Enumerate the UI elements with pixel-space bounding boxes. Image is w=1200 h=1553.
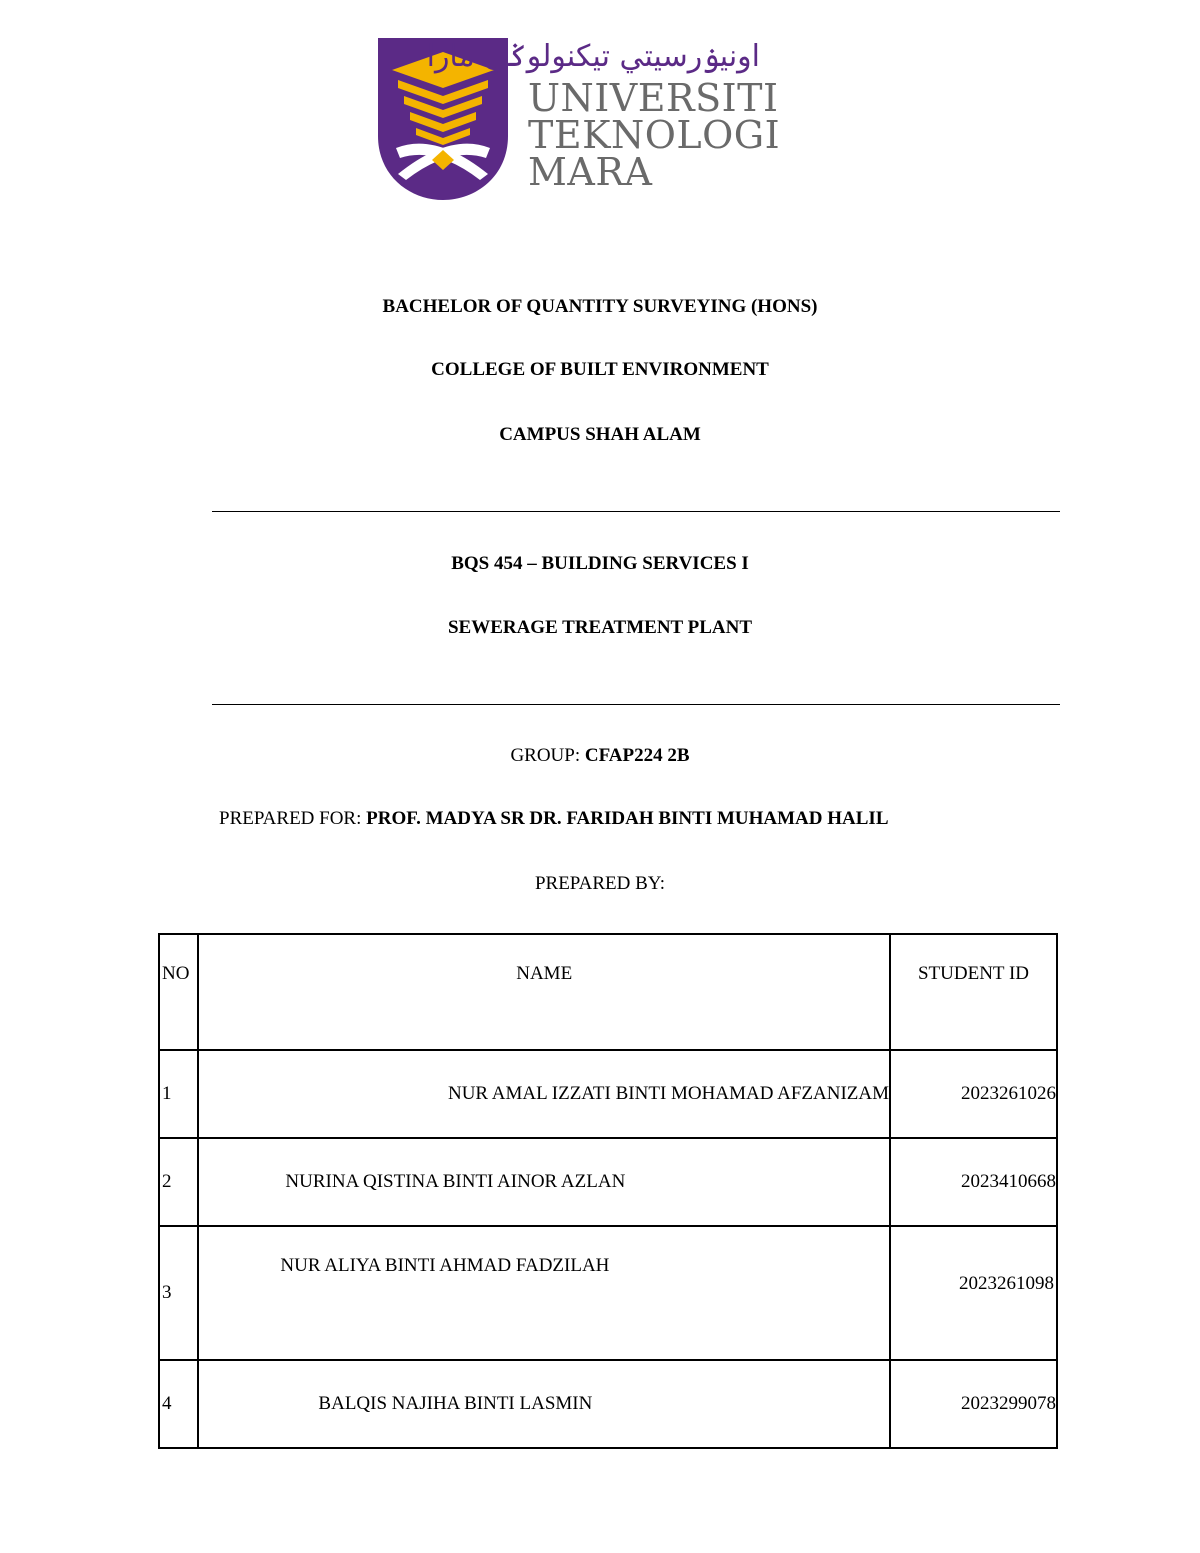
college-title: COLLEGE OF BUILT ENVIRONMENT — [431, 359, 769, 380]
prepared-for-label: PREPARED FOR: — [219, 808, 367, 829]
campus-title: CAMPUS SHAH ALAM — [499, 424, 701, 445]
row-no: 3 — [159, 1226, 198, 1360]
course-code-title: BQS 454 – BUILDING SERVICES I — [451, 553, 749, 574]
row-name: NUR ALIYA BINTI AHMAD FADZILAH — [198, 1226, 890, 1360]
table-row — [159, 1226, 1057, 1360]
row-student-id: 2023299078 — [890, 1360, 1057, 1448]
group-label: GROUP: — [510, 745, 585, 766]
row-no: 1 — [159, 1050, 198, 1138]
row-name: NURINA QISTINA BINTI AINOR AZLAN — [198, 1138, 890, 1226]
logo-wordmark — [528, 76, 781, 194]
row-no: 4 — [159, 1360, 198, 1448]
divider-top — [212, 511, 1060, 512]
logo-word-teknologi: TEKNOLOGI — [528, 113, 781, 157]
header-no: NO — [159, 934, 198, 1050]
row-student-id: 2023261098 — [890, 1226, 1057, 1360]
prepared-for-value: PROF. MADYA SR DR. FARIDAH BINTI MUHAMAD HALIL — [366, 808, 889, 829]
prepared-by-label: PREPARED BY: — [534, 873, 666, 894]
header-name: NAME — [198, 934, 890, 1050]
row-name: NUR AMAL IZZATI BINTI MOHAMAD AFZANIZAM — [198, 1050, 890, 1138]
table-row — [159, 1050, 1057, 1138]
prepared-for-line — [219, 808, 1059, 830]
table-row — [159, 1360, 1057, 1448]
logo-arabic-wordmark: اونيۏرسيتي تيکنولوݢي مارا — [426, 39, 760, 74]
group-value: CFAP224 2B — [584, 745, 690, 766]
logo-word-mara: MARA — [528, 150, 653, 194]
members-table — [158, 933, 1058, 1449]
table-row — [159, 1138, 1057, 1226]
table-header-row — [159, 934, 1057, 1050]
row-student-id: 2023410668 — [890, 1138, 1057, 1226]
programme-title: BACHELOR OF QUANTITY SURVEYING (HONS) — [382, 296, 818, 317]
row-no: 2 — [159, 1138, 198, 1226]
logo-word-universiti: UNIVERSITI — [528, 76, 779, 120]
divider-bottom — [212, 704, 1060, 705]
group-line — [0, 745, 1200, 767]
row-student-id: 2023261026 — [890, 1050, 1057, 1138]
university-logo — [376, 36, 781, 202]
header-student-id: STUDENT ID — [890, 934, 1057, 1050]
row-name: BALQIS NAJIHA BINTI LASMIN — [198, 1360, 890, 1448]
course-topic: SEWERAGE TREATMENT PLANT — [447, 617, 753, 638]
